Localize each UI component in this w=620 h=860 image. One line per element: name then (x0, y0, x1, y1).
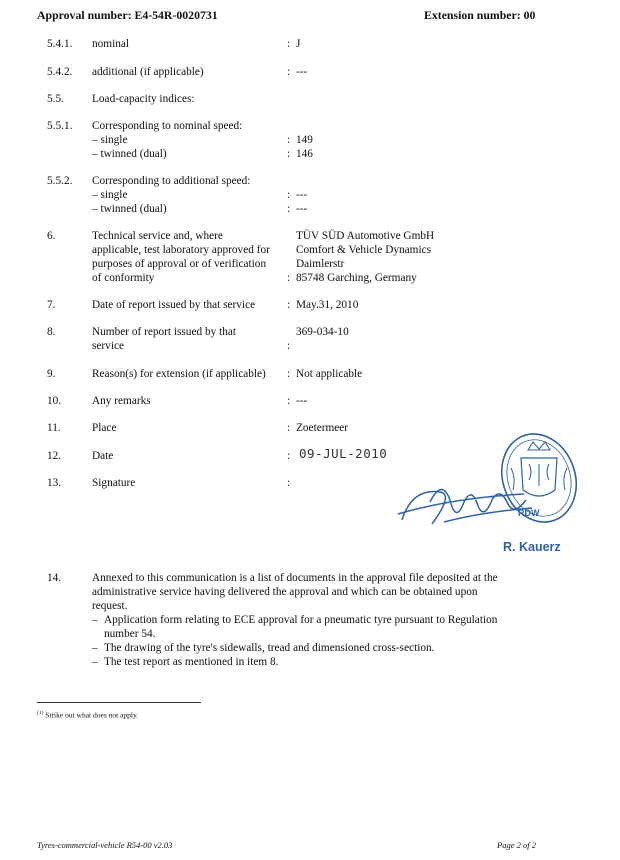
colon: : (287, 272, 291, 284)
item-number: 7. (47, 299, 56, 311)
colon: : (287, 340, 291, 352)
item-label-line: Technical service and, where (92, 230, 223, 242)
item-label: Reason(s) for extension (if applicable) (92, 368, 266, 380)
colon: : (287, 368, 291, 380)
approval-number: Approval number: E4-54R-0020731 (37, 8, 218, 22)
annex-list-item: number 54. (104, 628, 156, 640)
stamp-text: RDW (518, 508, 540, 518)
colon: : (287, 477, 291, 489)
colon: : (287, 148, 291, 160)
item-label: Place (92, 422, 117, 434)
item-number: 11. (47, 422, 61, 434)
service-department: Comfort & Vehicle Dynamics (296, 244, 432, 256)
item-label: Any remarks (92, 395, 151, 407)
item-number: 5.5.2. (47, 175, 73, 187)
bullet-dash: – (92, 656, 98, 668)
item-value: Not applicable (296, 368, 363, 380)
item-number: 8. (47, 326, 56, 338)
place-value: Zoetermeer (296, 422, 349, 434)
item-value: 146 (296, 148, 313, 160)
colon: : (287, 66, 291, 78)
annex-text-line: administrative service having delivered the approval and which can be obtained upon (92, 586, 478, 598)
footer-page-number: Page 2 of 2 (497, 840, 536, 850)
colon: : (287, 203, 291, 215)
footnote-rule (37, 702, 201, 703)
item-value: --- (296, 66, 308, 78)
colon: : (287, 422, 291, 434)
item-number: 10. (47, 395, 62, 407)
item-label-line: Number of report issued by that (92, 326, 237, 338)
item-label: Corresponding to nominal speed: (92, 120, 243, 132)
annex-list-item: Application form relating to ECE approval for a pneumatic tyre pursuant to Regulation (104, 614, 498, 626)
item-number: 9. (47, 368, 56, 380)
item-label: nominal (92, 38, 130, 50)
item-label: Signature (92, 477, 136, 489)
colon: : (287, 38, 291, 50)
footer-document-id: Tyres-commercial-vehicle R54-00 v2.03 (37, 840, 173, 850)
footnote-text: Strike out what does not apply. (45, 710, 139, 720)
item-number: 5.5. (47, 93, 64, 105)
item-label-line: service (92, 340, 124, 352)
sub-item-twinned: – twinned (dual) (92, 148, 167, 160)
report-date: May.31, 2010 (296, 299, 359, 311)
item-label: Load-capacity indices: (92, 93, 195, 105)
item-label-line: of conformity (92, 272, 155, 284)
item-number: 12. (47, 450, 62, 462)
footnote-marker: (1) (37, 710, 44, 716)
footnote (37, 710, 138, 720)
sub-item-single: – single (92, 189, 128, 201)
item-label-line: applicable, test laboratory approved for (92, 244, 270, 256)
colon: : (287, 189, 291, 201)
item-value: --- (296, 395, 308, 407)
item-value: --- (296, 189, 308, 201)
bullet-dash: – (92, 614, 98, 626)
rdw-stamp-icon (392, 428, 592, 560)
annex-text-line: request. (92, 600, 128, 612)
item-value: J (296, 38, 301, 50)
signer-name: R. Kauerz (503, 540, 561, 554)
item-label: additional (if applicable) (92, 66, 204, 78)
service-street: Daimlerstr (296, 258, 345, 270)
service-city: 85748 Garching, Germany (296, 272, 417, 284)
item-number: 14. (47, 572, 62, 584)
item-label: Corresponding to additional speed: (92, 175, 251, 187)
annex-list-item: The drawing of the tyre's sidewalls, tread and dimensioned cross-section. (104, 642, 435, 654)
colon: : (287, 395, 291, 407)
item-value: --- (296, 203, 308, 215)
item-label: Date (92, 450, 114, 462)
annex-text-line: Annexed to this communication is a list of documents in the approval file deposited at the (92, 572, 498, 584)
item-number: 13. (47, 477, 62, 489)
service-name: TÜV SÜD Automotive GmbH (296, 230, 435, 242)
item-label: Date of report issued by that service (92, 299, 256, 311)
item-number: 6. (47, 230, 56, 242)
item-value: 149 (296, 134, 313, 146)
colon: : (287, 134, 291, 146)
item-label-line: purposes of approval or of verification (92, 258, 267, 270)
item-number: 5.5.1. (47, 120, 73, 132)
item-number: 5.4.1. (47, 38, 73, 50)
colon: : (287, 450, 291, 462)
bullet-dash: – (92, 642, 98, 654)
colon: : (287, 299, 291, 311)
sub-item-single: – single (92, 134, 128, 146)
sub-item-twinned: – twinned (dual) (92, 203, 167, 215)
report-number: 369-034-10 (296, 326, 349, 338)
extension-number: Extension number: 00 (424, 8, 536, 22)
annex-list-item: The test report as mentioned in item 8. (104, 656, 279, 668)
stamped-date: 09-JUL-2010 (299, 446, 388, 461)
item-number: 5.4.2. (47, 66, 73, 78)
